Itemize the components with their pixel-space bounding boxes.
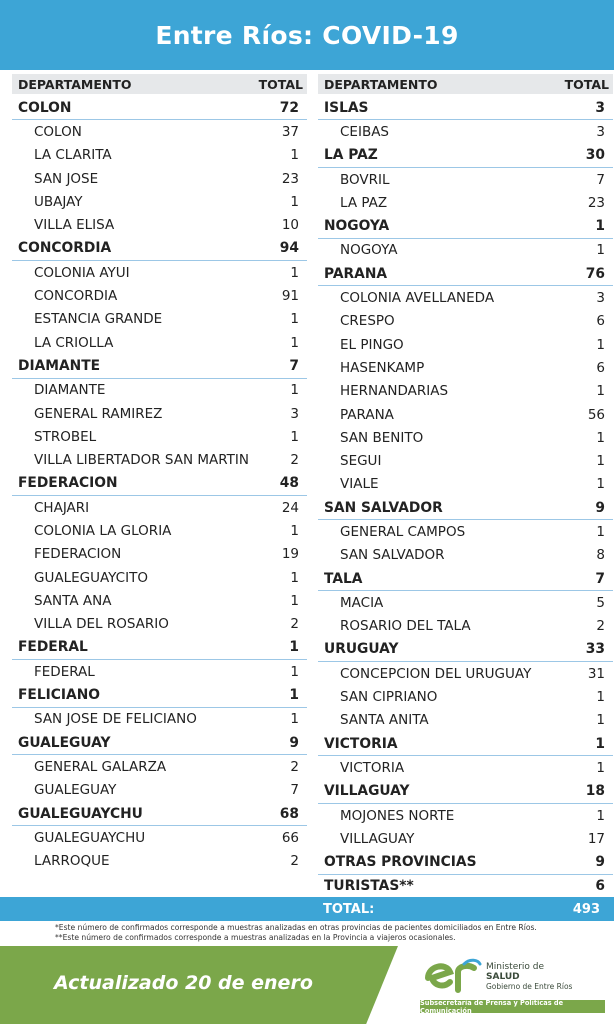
locality-name: SEGUI <box>340 453 382 470</box>
department-name: OTRAS PROVINCIAS <box>324 854 477 871</box>
locality-count: 2 <box>290 616 299 633</box>
locality-name: VILLA LIBERTADOR SAN MARTIN <box>34 452 249 469</box>
locality-name: ROSARIO DEL TALA <box>340 618 471 635</box>
updated-date: Actualizado 20 de enero <box>54 972 313 994</box>
locality-name: COLONIA AVELLANEDA <box>340 290 495 307</box>
department-total: 68 <box>279 805 299 822</box>
locality-row <box>12 144 307 167</box>
locality-row <box>318 804 613 827</box>
locality-row <box>12 566 307 589</box>
total-value: 493 <box>572 902 600 917</box>
locality-count: 1 <box>290 592 299 609</box>
locality-name: VILLA ELISA <box>34 217 115 234</box>
locality-name: GENERAL CAMPOS <box>340 523 466 540</box>
locality-name: CONCORDIA <box>34 288 118 305</box>
locality-count: 1 <box>596 336 605 353</box>
locality-row <box>318 520 613 543</box>
locality-name: LA CLARITA <box>34 147 112 164</box>
locality-count: 1 <box>290 663 299 680</box>
locality-name: LARROQUE <box>34 853 110 870</box>
locality-name: MOJONES NORTE <box>340 807 455 824</box>
locality-count: 1 <box>596 453 605 470</box>
locality-name: SAN CIPRIANO <box>340 689 438 706</box>
department-row <box>12 802 307 826</box>
locality-row <box>12 284 307 307</box>
locality-count: 19 <box>281 546 299 563</box>
ministry-logo <box>420 954 605 1016</box>
locality-row <box>318 426 613 449</box>
locality-row <box>12 308 307 331</box>
department-name: TURISTAS** <box>324 878 414 895</box>
locality-row <box>12 167 307 190</box>
locality-count: 1 <box>290 264 299 281</box>
locality-name: NOGOYA <box>340 242 398 259</box>
locality-name: COLONIA AYUI <box>34 264 130 281</box>
locality-row <box>318 473 613 496</box>
department-total: 72 <box>279 99 299 116</box>
locality-row <box>318 685 613 708</box>
locality-count: 1 <box>290 711 299 728</box>
department-row <box>12 96 307 120</box>
locality-count: 7 <box>290 782 299 799</box>
locality-row <box>12 402 307 425</box>
locality-count: 66 <box>281 829 299 846</box>
locality-row <box>12 379 307 402</box>
locality-row <box>318 449 613 472</box>
department-row <box>318 96 613 120</box>
logo-bar: Subsecretaría de Prensa y Políticas de Comunicación <box>420 1000 605 1013</box>
department-name: ISLAS <box>324 99 369 116</box>
locality-count: 56 <box>587 406 605 423</box>
department-row <box>318 851 613 875</box>
department-row <box>12 636 307 660</box>
department-row <box>12 237 307 261</box>
locality-count: 1 <box>290 334 299 351</box>
locality-row <box>12 496 307 519</box>
er-logo-icon <box>424 956 482 996</box>
department-total: 9 <box>595 854 605 871</box>
column-header-total: TOTAL <box>564 76 609 92</box>
department-total: 3 <box>595 99 605 116</box>
locality-row <box>12 448 307 471</box>
locality-count: 1 <box>596 383 605 400</box>
department-total: 18 <box>585 783 605 800</box>
locality-name: COLON <box>34 123 82 140</box>
department-name: NOGOYA <box>324 218 390 235</box>
locality-row <box>12 660 307 683</box>
department-total: 7 <box>289 357 299 374</box>
column-header <box>318 74 613 94</box>
column-header-department: DEPARTAMENTO <box>324 76 438 92</box>
locality-count: 3 <box>290 405 299 422</box>
department-row <box>12 472 307 496</box>
column-header <box>12 74 307 94</box>
department-row <box>318 567 613 591</box>
locality-count: 1 <box>290 522 299 539</box>
locality-name: SANTA ANA <box>34 592 112 609</box>
locality-name: VILLAGUAY <box>340 830 415 847</box>
locality-name: EL PINGO <box>340 336 404 353</box>
locality-name: GUALEGUAY <box>34 782 117 799</box>
locality-name: CRESPO <box>340 313 395 330</box>
locality-name: STROBEL <box>34 428 97 445</box>
locality-row <box>318 356 613 379</box>
locality-name: CEIBAS <box>340 123 390 140</box>
locality-name: SAN BENITO <box>340 429 424 446</box>
locality-name: VILLA DEL ROSARIO <box>34 616 169 633</box>
department-name: GUALEGUAY <box>18 734 111 751</box>
locality-name: MACIA <box>340 594 384 611</box>
right-rows <box>318 96 613 899</box>
locality-row <box>12 425 307 448</box>
locality-name: CONCEPCION DEL URUGUAY <box>340 665 532 682</box>
department-row <box>318 732 613 756</box>
locality-row <box>12 120 307 143</box>
locality-count: 1 <box>596 759 605 776</box>
footnote-1: *Este número de confirmados corresponde a muestras analizadas en otras provincias de pacientes domiciliados en Entre Ríos. <box>55 923 537 932</box>
locality-row <box>318 403 613 426</box>
locality-row <box>12 261 307 284</box>
footnotes <box>55 923 614 943</box>
locality-count: 37 <box>281 123 299 140</box>
locality-count: 2 <box>290 452 299 469</box>
department-row <box>318 496 613 520</box>
locality-count: 31 <box>587 665 605 682</box>
department-row <box>12 731 307 755</box>
locality-row <box>12 755 307 778</box>
department-total: 7 <box>595 570 605 587</box>
department-row <box>318 780 613 804</box>
locality-count: 1 <box>290 193 299 210</box>
locality-name: HASENKAMP <box>340 359 425 376</box>
locality-name: FEDERAL <box>34 663 95 680</box>
department-name: VICTORIA <box>324 735 398 752</box>
department-name: URUGUAY <box>324 641 399 658</box>
department-total: 30 <box>585 147 605 164</box>
department-name: FEDERAL <box>18 639 88 656</box>
locality-name: GUALEGUAYCITO <box>34 569 148 586</box>
locality-count: 2 <box>290 853 299 870</box>
locality-row <box>318 662 613 685</box>
department-name: LA PAZ <box>324 147 378 164</box>
table-left-column <box>12 74 307 873</box>
department-name: FEDERACION <box>18 475 118 492</box>
locality-name: HERNANDARIAS <box>340 383 449 400</box>
locality-row <box>318 120 613 143</box>
logo-line-1: Ministerio de <box>486 962 545 972</box>
locality-count: 17 <box>587 830 605 847</box>
locality-count: 23 <box>281 170 299 187</box>
locality-row <box>12 213 307 236</box>
locality-row <box>12 826 307 849</box>
footnote-2: **Este número de confirmados corresponde a muestras analizadas en la Provincia a viajeros ocasionales. <box>55 933 456 942</box>
locality-count: 1 <box>290 382 299 399</box>
logo-line-3: Gobierno de Entre Ríos <box>486 982 573 991</box>
department-total: 94 <box>279 240 299 257</box>
locality-row <box>12 613 307 636</box>
footer <box>0 946 614 1024</box>
locality-count: 1 <box>290 147 299 164</box>
locality-row <box>12 190 307 213</box>
department-total: 1 <box>289 639 299 656</box>
department-name: DIAMANTE <box>18 357 101 374</box>
locality-count: 6 <box>596 313 605 330</box>
locality-row <box>318 333 613 356</box>
locality-row <box>12 779 307 802</box>
department-row <box>318 262 613 286</box>
locality-name: PARANA <box>340 406 394 423</box>
locality-row <box>12 589 307 612</box>
department-total: 76 <box>585 265 605 282</box>
locality-name: DIAMANTE <box>34 382 106 399</box>
locality-row <box>12 708 307 731</box>
department-total: 9 <box>595 499 605 516</box>
table-right-column <box>318 74 613 899</box>
department-row <box>318 638 613 662</box>
locality-row <box>318 544 613 567</box>
locality-row <box>318 756 613 779</box>
locality-count: 1 <box>290 428 299 445</box>
locality-count: 1 <box>290 569 299 586</box>
department-name: VILLAGUAY <box>324 783 410 800</box>
locality-name: UBAJAY <box>34 193 83 210</box>
locality-count: 1 <box>596 712 605 729</box>
department-row <box>12 354 307 378</box>
locality-count: 5 <box>596 594 605 611</box>
department-total: 33 <box>585 641 605 658</box>
locality-name: FEDERACION <box>34 546 122 563</box>
locality-row <box>318 827 613 850</box>
locality-count: 7 <box>596 171 605 188</box>
locality-count: 3 <box>596 290 605 307</box>
locality-count: 2 <box>596 618 605 635</box>
locality-row <box>318 310 613 333</box>
locality-row <box>318 591 613 614</box>
locality-row <box>318 239 613 262</box>
department-total: 1 <box>595 735 605 752</box>
department-row <box>318 214 613 238</box>
locality-row <box>12 331 307 354</box>
locality-count: 1 <box>290 311 299 328</box>
locality-name: GENERAL GALARZA <box>34 758 167 775</box>
department-name: TALA <box>324 570 363 587</box>
logo-line-2: SALUD <box>486 972 520 982</box>
locality-row <box>318 191 613 214</box>
locality-name: CHAJARI <box>34 499 90 516</box>
department-total: 1 <box>289 687 299 704</box>
locality-name: SANTA ANITA <box>340 712 429 729</box>
locality-count: 8 <box>596 547 605 564</box>
page-title: Entre Ríos: COVID-19 <box>0 0 614 70</box>
locality-count: 1 <box>596 689 605 706</box>
locality-name: SAN SALVADOR <box>340 547 445 564</box>
locality-row <box>318 380 613 403</box>
locality-count: 1 <box>596 476 605 493</box>
locality-row <box>318 286 613 309</box>
department-row <box>12 683 307 707</box>
department-name: PARANA <box>324 265 388 282</box>
locality-count: 1 <box>596 242 605 259</box>
locality-name: SAN JOSE DE FELICIANO <box>34 711 197 728</box>
locality-count: 23 <box>587 194 605 211</box>
locality-name: BOVRIL <box>340 171 390 188</box>
locality-name: LA CRIOLLA <box>34 334 114 351</box>
locality-count: 10 <box>281 217 299 234</box>
column-header-total: TOTAL <box>258 76 303 92</box>
locality-name: GENERAL RAMIREZ <box>34 405 163 422</box>
department-row <box>318 144 613 168</box>
total-label: TOTAL: <box>323 902 375 917</box>
locality-name: VICTORIA <box>340 759 405 776</box>
locality-name: LA PAZ <box>340 194 388 211</box>
locality-count: 2 <box>290 758 299 775</box>
locality-row <box>12 543 307 566</box>
department-total: 48 <box>279 475 299 492</box>
locality-row <box>318 709 613 732</box>
department-name: COLON <box>18 99 72 116</box>
locality-row <box>318 615 613 638</box>
locality-count: 1 <box>596 523 605 540</box>
locality-count: 24 <box>281 499 299 516</box>
locality-row <box>12 850 307 873</box>
department-name: GUALEGUAYCHU <box>18 805 143 822</box>
locality-count: 6 <box>596 359 605 376</box>
total-bar <box>0 897 614 921</box>
locality-name: GUALEGUAYCHU <box>34 829 146 846</box>
locality-count: 3 <box>596 123 605 140</box>
locality-count: 1 <box>596 807 605 824</box>
locality-name: ESTANCIA GRANDE <box>34 311 163 328</box>
department-total: 1 <box>595 218 605 235</box>
locality-name: VIALE <box>340 476 379 493</box>
locality-count: 1 <box>596 429 605 446</box>
department-name: CONCORDIA <box>18 240 112 257</box>
department-total: 6 <box>595 878 605 895</box>
department-total: 9 <box>289 734 299 751</box>
department-name: SAN SALVADOR <box>324 499 443 516</box>
department-row <box>318 875 613 899</box>
column-header-department: DEPARTAMENTO <box>18 76 132 92</box>
department-name: FELICIANO <box>18 687 100 704</box>
locality-name: SAN JOSE <box>34 170 99 187</box>
locality-count: 91 <box>281 288 299 305</box>
locality-row <box>318 168 613 191</box>
locality-name: COLONIA LA GLORIA <box>34 522 172 539</box>
locality-row <box>12 519 307 542</box>
left-rows <box>12 96 307 873</box>
